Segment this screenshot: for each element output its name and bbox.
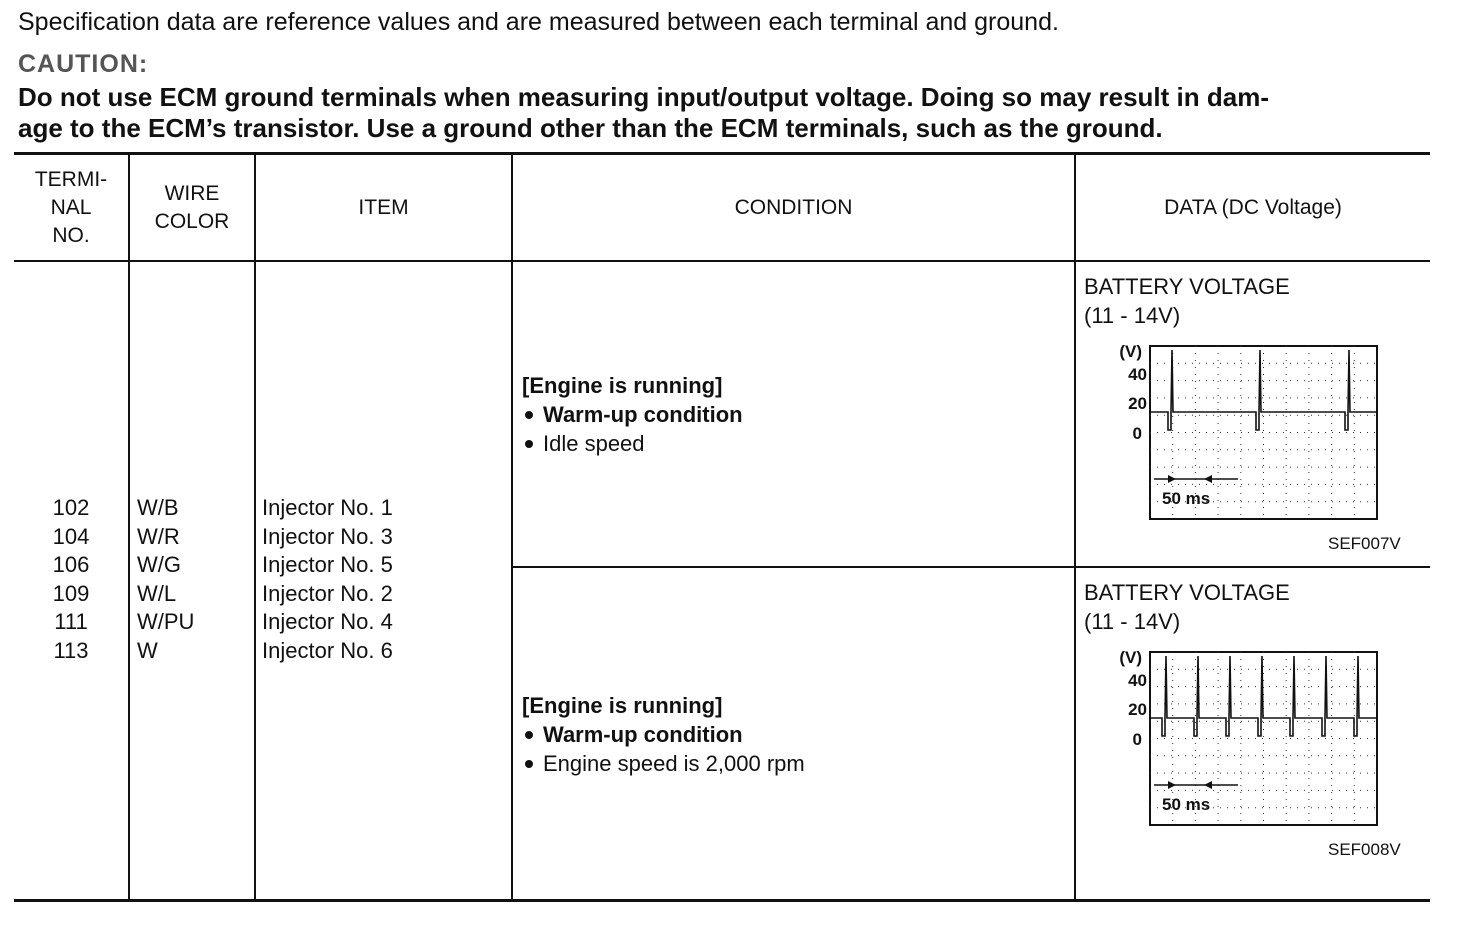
y-axis-unit: (V) xyxy=(1119,648,1142,667)
wire-color: W xyxy=(137,637,158,663)
wire-color: W/PU xyxy=(137,609,195,635)
header-terminal xyxy=(14,166,128,250)
wire-color: W/R xyxy=(137,523,180,549)
header-terminal-line-2: NAL xyxy=(50,196,92,219)
data-row-2 xyxy=(1084,578,1290,636)
terminal-number: 102 xyxy=(52,495,90,520)
item-name: Injector No. 5 xyxy=(262,552,393,578)
bullet-icon xyxy=(525,760,533,768)
column-divider-1 xyxy=(128,155,130,900)
header-item: ITEM xyxy=(358,196,409,219)
wire-color: W/L xyxy=(137,580,177,606)
item-name: Injector No. 1 xyxy=(262,495,393,520)
caution-text xyxy=(18,82,1438,144)
time-arrow-right xyxy=(1168,781,1176,789)
wire-color: W/G xyxy=(137,552,181,578)
column-divider-3 xyxy=(511,155,513,900)
header-terminal-line-1: TERMI- xyxy=(34,168,108,191)
figure-id-1: SEF007V xyxy=(1328,534,1401,553)
terminal-list xyxy=(14,494,128,666)
item-name: Injector No. 2 xyxy=(262,580,393,606)
header-condition: CONDITION xyxy=(734,196,853,219)
row-divider xyxy=(512,566,1430,568)
data-row-1 xyxy=(1084,272,1290,330)
terminal-number: 109 xyxy=(52,580,90,606)
wire-color: W/B xyxy=(137,495,179,520)
data-line-2: (11 - 14V) xyxy=(1084,609,1181,634)
y-tick-20: 20 xyxy=(1128,700,1147,719)
item-list xyxy=(262,494,393,666)
caution-line-1: Do not use ECM ground terminals when measuring input/output voltage. Doing so may result in dam- xyxy=(18,82,1269,112)
header-wire-color xyxy=(130,180,254,236)
caution-line-2: age to the ECM’s transistor. Use a ground other than the ECM terminals, such as the ground. xyxy=(18,113,1163,143)
condition-plain: Idle speed xyxy=(543,431,645,456)
header-data: DATA (DC Voltage) xyxy=(1164,196,1342,219)
bullet-icon xyxy=(525,731,533,739)
condition-heading: [Engine is running] xyxy=(522,693,723,718)
time-scale-label: 50 ms xyxy=(1162,489,1211,508)
header-wire-line-1: WIRE xyxy=(164,182,220,205)
time-arrow-left xyxy=(1204,475,1212,483)
y-tick-20: 20 xyxy=(1128,394,1147,413)
table-bottom-rule xyxy=(14,899,1430,902)
item-name: Injector No. 6 xyxy=(262,637,393,663)
voltage-trace xyxy=(1150,350,1377,430)
header-bottom-rule xyxy=(14,260,1430,262)
y-tick-40: 40 xyxy=(1128,365,1147,384)
intro-text: Specification data are reference values and are measured between each terminal and ground. xyxy=(18,8,1059,36)
y-tick-0: 0 xyxy=(1132,424,1142,443)
header-terminal-line-3: NO. xyxy=(52,224,90,247)
condition-bold: Warm-up condition xyxy=(543,722,743,747)
time-arrow-right xyxy=(1168,475,1176,483)
data-line-1: BATTERY VOLTAGE xyxy=(1084,274,1290,299)
condition-heading: [Engine is running] xyxy=(522,373,723,398)
terminal-number: 113 xyxy=(53,637,89,663)
condition-row-1 xyxy=(522,371,743,458)
data-line-2: (11 - 14V) xyxy=(1084,303,1181,328)
terminal-number: 106 xyxy=(52,552,90,578)
condition-bold: Warm-up condition xyxy=(543,402,743,427)
voltage-trace xyxy=(1150,656,1377,736)
y-tick-40: 40 xyxy=(1128,671,1147,690)
condition-row-2 xyxy=(522,691,805,778)
terminal-number: 104 xyxy=(52,523,90,549)
figure-id-2: SEF008V xyxy=(1328,840,1401,859)
oscilloscope-trace-1 xyxy=(1112,340,1382,525)
bullet-icon xyxy=(525,440,533,448)
y-tick-0: 0 xyxy=(1132,730,1142,749)
header-wire-line-2: COLOR xyxy=(154,210,230,233)
column-divider-4 xyxy=(1074,155,1076,900)
scope-plot xyxy=(1112,646,1382,831)
terminal-number: 111 xyxy=(54,609,88,635)
oscilloscope-trace-2 xyxy=(1112,646,1382,831)
item-name: Injector No. 4 xyxy=(262,609,393,635)
bullet-icon xyxy=(525,411,533,419)
table-top-rule xyxy=(14,152,1430,155)
scope-plot xyxy=(1112,340,1382,525)
y-axis-unit: (V) xyxy=(1119,342,1142,361)
wire-color-list xyxy=(137,494,194,666)
caution-title: CAUTION: xyxy=(18,50,149,78)
item-name: Injector No. 3 xyxy=(262,523,393,549)
data-line-1: BATTERY VOLTAGE xyxy=(1084,580,1290,605)
column-divider-2 xyxy=(254,155,256,900)
time-arrow-left xyxy=(1204,781,1212,789)
time-scale-label: 50 ms xyxy=(1162,795,1211,814)
condition-plain: Engine speed is 2,000 rpm xyxy=(543,751,805,776)
